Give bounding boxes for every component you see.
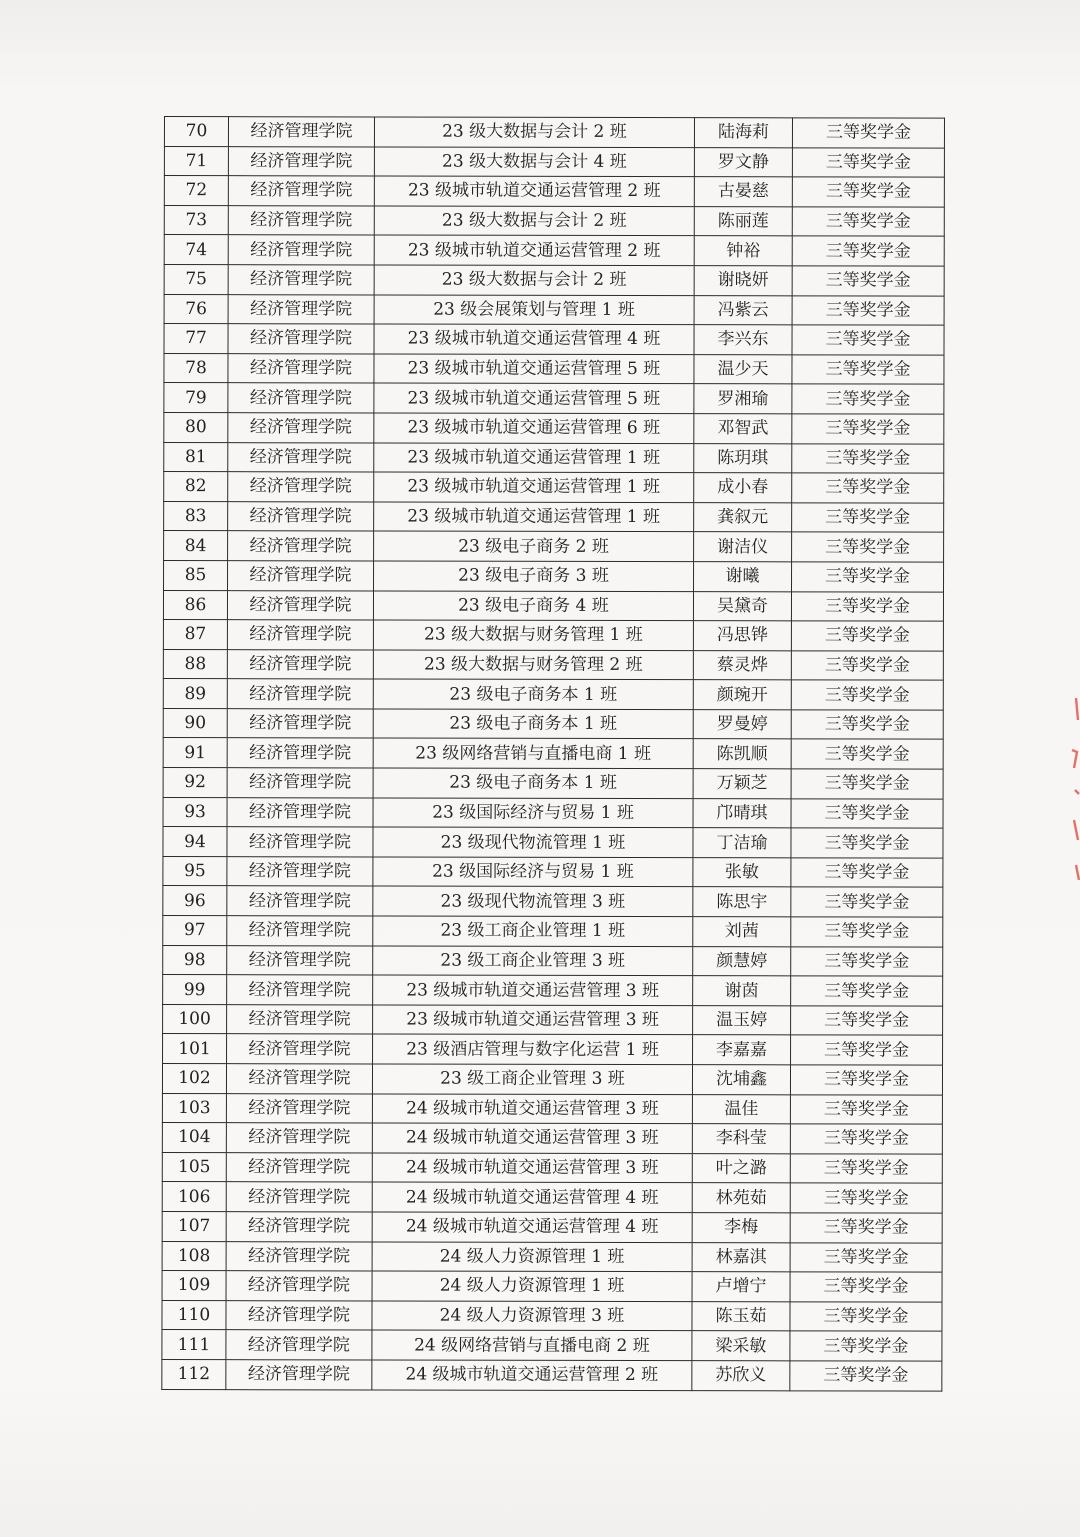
- class-cell: 23 级工商企业管理 3 班: [373, 946, 693, 976]
- award-cell: 三等奖学金: [791, 739, 943, 769]
- student-name-cell: 钟裕: [694, 236, 792, 266]
- table-body: [162, 117, 945, 1391]
- student-name-cell: 冯紫云: [694, 295, 792, 325]
- row-number: 110: [162, 1300, 226, 1330]
- award-cell: 三等奖学金: [791, 1035, 943, 1065]
- table-row: [164, 176, 944, 207]
- table-row: [162, 1211, 942, 1242]
- college-cell: 经济管理学院: [227, 709, 373, 739]
- table-row: [163, 856, 943, 887]
- table-row: [163, 797, 943, 828]
- table-row: [163, 708, 943, 739]
- class-cell: 23 级电子商务 3 班: [374, 561, 694, 591]
- table-row: [164, 205, 944, 236]
- student-name-cell: 林嘉淇: [692, 1242, 790, 1272]
- college-cell: 经济管理学院: [228, 235, 374, 265]
- table-row: [164, 146, 944, 177]
- class-cell: 24 级人力资源管理 1 班: [372, 1271, 692, 1301]
- table-row: [163, 886, 943, 917]
- student-name-cell: 陈思宇: [693, 887, 791, 917]
- row-number: 92: [163, 768, 227, 798]
- class-cell: 23 级电子商务本 1 班: [373, 709, 693, 739]
- award-cell: 三等奖学金: [792, 503, 944, 533]
- row-number: 91: [163, 738, 227, 768]
- row-number: 106: [162, 1182, 226, 1212]
- college-cell: 经济管理学院: [227, 1004, 373, 1034]
- student-name-cell: 陆海莉: [694, 118, 792, 148]
- college-cell: 经济管理学院: [228, 383, 374, 413]
- table-row: [163, 590, 943, 621]
- award-cell: 三等奖学金: [791, 1006, 943, 1036]
- college-cell: 经济管理学院: [228, 472, 374, 502]
- award-cell: 三等奖学金: [792, 473, 944, 503]
- college-cell: 经济管理学院: [226, 1152, 372, 1182]
- table-row: [163, 738, 943, 769]
- award-cell: 三等奖学金: [792, 236, 944, 266]
- class-cell: 23 级城市轨道交通运营管理 3 班: [373, 975, 693, 1005]
- student-name-cell: 颜慧婷: [693, 946, 791, 976]
- row-number: 108: [162, 1241, 226, 1271]
- class-cell: 23 级大数据与会计 4 班: [374, 147, 694, 177]
- student-name-cell: 成小春: [694, 473, 792, 503]
- student-name-cell: 林苑茹: [692, 1183, 790, 1213]
- student-name-cell: 温玉婷: [693, 1005, 791, 1035]
- row-number: 104: [162, 1123, 226, 1153]
- class-cell: 23 级工商企业管理 3 班: [372, 1064, 692, 1094]
- college-cell: 经济管理学院: [226, 1241, 372, 1271]
- row-number: 71: [164, 146, 228, 176]
- college-cell: 经济管理学院: [226, 1300, 372, 1330]
- table-row: [163, 975, 943, 1006]
- college-cell: 经济管理学院: [226, 1212, 372, 1242]
- award-cell: 三等奖学金: [792, 325, 944, 355]
- table-row: [164, 353, 944, 384]
- row-number: 70: [164, 117, 228, 147]
- row-number: 78: [164, 353, 228, 383]
- college-cell: 经济管理学院: [227, 916, 373, 946]
- table-row: [162, 1063, 942, 1094]
- class-cell: 24 级城市轨道交通运营管理 3 班: [372, 1153, 692, 1183]
- college-cell: 经济管理学院: [228, 117, 374, 147]
- row-number: 85: [164, 560, 228, 590]
- college-cell: 经济管理学院: [227, 768, 373, 798]
- class-cell: 23 级大数据与财务管理 1 班: [373, 620, 693, 650]
- student-name-cell: 叶之潞: [692, 1153, 790, 1183]
- table-row: [164, 501, 944, 532]
- table-row: [164, 412, 944, 443]
- student-name-cell: 苏欣义: [692, 1361, 790, 1391]
- table-row: [163, 1034, 943, 1065]
- row-number: 107: [162, 1211, 226, 1241]
- award-cell: 三等奖学金: [791, 710, 943, 740]
- award-cell: 三等奖学金: [791, 798, 943, 828]
- award-cell: 三等奖学金: [792, 414, 944, 444]
- student-name-cell: 罗文静: [694, 147, 792, 177]
- table-row: [164, 117, 944, 148]
- student-name-cell: 李嘉嘉: [693, 1035, 791, 1065]
- table-row: [164, 383, 944, 414]
- college-cell: 经济管理学院: [227, 886, 373, 916]
- row-number: 75: [164, 264, 228, 294]
- award-cell: 三等奖学金: [792, 118, 944, 148]
- student-name-cell: 邝晴琪: [693, 798, 791, 828]
- award-cell: 三等奖学金: [791, 769, 943, 799]
- row-number: 81: [164, 442, 228, 472]
- college-cell: 经济管理学院: [228, 561, 374, 591]
- class-cell: 23 级国际经济与贸易 1 班: [373, 798, 693, 828]
- row-number: 111: [162, 1330, 226, 1360]
- award-cell: 三等奖学金: [792, 384, 944, 414]
- college-cell: 经济管理学院: [227, 590, 373, 620]
- award-cell: 三等奖学金: [791, 976, 943, 1006]
- college-cell: 经济管理学院: [227, 827, 373, 857]
- award-cell: 三等奖学金: [792, 443, 944, 473]
- award-cell: 三等奖学金: [790, 1272, 942, 1302]
- college-cell: 经济管理学院: [226, 1182, 372, 1212]
- class-cell: 24 级城市轨道交通运营管理 3 班: [372, 1094, 692, 1124]
- award-cell: 三等奖学金: [790, 1361, 942, 1391]
- college-cell: 经济管理学院: [228, 205, 374, 235]
- class-cell: 23 级城市轨道交通运营管理 2 班: [374, 176, 694, 206]
- student-name-cell: 罗曼婷: [693, 709, 791, 739]
- college-cell: 经济管理学院: [227, 1034, 373, 1064]
- student-name-cell: 李梅: [692, 1213, 790, 1243]
- student-name-cell: 古晏慈: [694, 177, 792, 207]
- student-name-cell: 李科莹: [692, 1124, 790, 1154]
- table-row: [163, 768, 943, 799]
- class-cell: 23 级现代物流管理 3 班: [373, 886, 693, 916]
- table-row: [163, 916, 943, 947]
- college-cell: 经济管理学院: [228, 146, 374, 176]
- award-cell: 三等奖学金: [791, 651, 943, 681]
- class-cell: 23 级城市轨道交通运营管理 1 班: [374, 442, 694, 472]
- table-row: [164, 235, 944, 266]
- row-number: 90: [163, 708, 227, 738]
- award-cell: 三等奖学金: [790, 1302, 942, 1332]
- table-row: [162, 1330, 942, 1361]
- award-cell: 三等奖学金: [792, 562, 944, 592]
- row-number: 103: [162, 1093, 226, 1123]
- college-cell: 经济管理学院: [226, 1123, 372, 1153]
- student-name-cell: 蔡灵烨: [693, 650, 791, 680]
- award-cell: 三等奖学金: [791, 591, 943, 621]
- student-name-cell: 丁洁瑜: [693, 828, 791, 858]
- student-name-cell: 龚叙元: [694, 502, 792, 532]
- student-name-cell: 陈凯顺: [693, 739, 791, 769]
- class-cell: 23 级城市轨道交通运营管理 5 班: [374, 354, 694, 384]
- student-name-cell: 陈玥琪: [694, 443, 792, 473]
- class-cell: 23 级会展策划与管理 1 班: [374, 295, 694, 325]
- award-cell: 三等奖学金: [792, 355, 944, 385]
- student-name-cell: 谢洁仪: [694, 532, 792, 562]
- class-cell: 23 级城市轨道交通运营管理 4 班: [374, 324, 694, 354]
- class-cell: 23 级大数据与会计 2 班: [374, 206, 694, 236]
- table-row: [164, 442, 944, 473]
- award-cell: 三等奖学金: [790, 1094, 942, 1124]
- college-cell: 经济管理学院: [226, 1271, 372, 1301]
- row-number: 95: [163, 856, 227, 886]
- table-row: [163, 827, 943, 858]
- student-name-cell: 李兴东: [694, 325, 792, 355]
- row-number: 79: [164, 383, 228, 413]
- college-cell: 经济管理学院: [227, 738, 373, 768]
- table-row: [164, 560, 944, 591]
- class-cell: 24 级城市轨道交通运营管理 4 班: [372, 1212, 692, 1242]
- student-name-cell: 张敏: [693, 857, 791, 887]
- row-number: 86: [163, 590, 227, 620]
- award-cell: 三等奖学金: [792, 177, 944, 207]
- table-row: [164, 294, 944, 325]
- student-name-cell: 卢增宁: [692, 1272, 790, 1302]
- class-cell: 23 级城市轨道交通运营管理 1 班: [374, 502, 694, 532]
- college-cell: 经济管理学院: [228, 176, 374, 206]
- award-cell: 三等奖学金: [792, 266, 944, 296]
- college-cell: 经济管理学院: [227, 797, 373, 827]
- class-cell: 23 级城市轨道交通运营管理 5 班: [374, 383, 694, 413]
- college-cell: 经济管理学院: [228, 294, 374, 324]
- row-number: 87: [163, 620, 227, 650]
- award-cell: 三等奖学金: [790, 1065, 942, 1095]
- student-name-cell: 邓智武: [694, 414, 792, 444]
- row-number: 96: [163, 886, 227, 916]
- award-cell: 三等奖学金: [790, 1183, 942, 1213]
- class-cell: 23 级工商企业管理 1 班: [373, 916, 693, 946]
- class-cell: 24 级人力资源管理 3 班: [372, 1301, 692, 1331]
- college-cell: 经济管理学院: [226, 1360, 372, 1390]
- student-name-cell: 沈埔鑫: [692, 1065, 790, 1095]
- row-number: 98: [163, 945, 227, 975]
- college-cell: 经济管理学院: [226, 1093, 372, 1123]
- award-cell: 三等奖学金: [791, 887, 943, 917]
- student-name-cell: 冯思铧: [693, 621, 791, 651]
- class-cell: 23 级大数据与会计 2 班: [374, 117, 694, 147]
- college-cell: 经济管理学院: [228, 265, 374, 295]
- row-number: 74: [164, 235, 228, 265]
- class-cell: 23 级城市轨道交通运营管理 6 班: [374, 413, 694, 443]
- table-row: [163, 649, 943, 680]
- student-name-cell: 梁采敏: [692, 1331, 790, 1361]
- row-number: 89: [163, 679, 227, 709]
- row-number: 80: [164, 412, 228, 442]
- row-number: 93: [163, 797, 227, 827]
- class-cell: 23 级城市轨道交通运营管理 1 班: [374, 472, 694, 502]
- row-number: 105: [162, 1152, 226, 1182]
- award-cell: 三等奖学金: [792, 147, 944, 177]
- class-cell: 23 级酒店管理与数字化运营 1 班: [373, 1034, 693, 1064]
- student-name-cell: 谢晓妍: [694, 266, 792, 296]
- class-cell: 23 级电子商务本 1 班: [373, 768, 693, 798]
- award-cell: 三等奖学金: [792, 532, 944, 562]
- award-cell: 三等奖学金: [792, 207, 944, 237]
- row-number: 82: [164, 472, 228, 502]
- table-row: [162, 1123, 942, 1154]
- award-cell: 三等奖学金: [791, 621, 943, 651]
- class-cell: 23 级城市轨道交通运营管理 2 班: [374, 235, 694, 265]
- class-cell: 23 级大数据与会计 2 班: [374, 265, 694, 295]
- scholarship-table: [161, 116, 945, 1391]
- table-row: [163, 1004, 943, 1035]
- class-cell: 23 级电子商务 4 班: [373, 590, 693, 620]
- table-row: [163, 679, 943, 710]
- award-cell: 三等奖学金: [792, 295, 944, 325]
- row-number: 99: [163, 975, 227, 1005]
- college-cell: 经济管理学院: [228, 413, 374, 443]
- college-cell: 经济管理学院: [228, 353, 374, 383]
- row-number: 102: [162, 1063, 226, 1093]
- row-number: 112: [162, 1359, 226, 1389]
- college-cell: 经济管理学院: [228, 324, 374, 354]
- table-row: [164, 264, 944, 295]
- table-row: [163, 945, 943, 976]
- award-cell: 三等奖学金: [790, 1242, 942, 1272]
- row-number: 76: [164, 294, 228, 324]
- class-cell: 23 级电子商务 2 班: [374, 531, 694, 561]
- class-cell: 23 级电子商务本 1 班: [373, 679, 693, 709]
- college-cell: 经济管理学院: [227, 649, 373, 679]
- college-cell: 经济管理学院: [228, 531, 374, 561]
- college-cell: 经济管理学院: [227, 975, 373, 1005]
- table-row: [164, 531, 944, 562]
- class-cell: 23 级城市轨道交通运营管理 3 班: [373, 1005, 693, 1035]
- table-row: [162, 1093, 942, 1124]
- class-cell: 23 级国际经济与贸易 1 班: [373, 857, 693, 887]
- student-name-cell: 谢茵: [693, 976, 791, 1006]
- student-name-cell: 吴黛奇: [693, 591, 791, 621]
- award-cell: 三等奖学金: [790, 1331, 942, 1361]
- college-cell: 经济管理学院: [227, 945, 373, 975]
- row-number: 97: [163, 916, 227, 946]
- row-number: 100: [163, 1004, 227, 1034]
- college-cell: 经济管理学院: [228, 442, 374, 472]
- row-number: 72: [164, 176, 228, 206]
- award-cell: 三等奖学金: [790, 1154, 942, 1184]
- student-name-cell: 温佳: [692, 1094, 790, 1124]
- class-cell: 23 级大数据与财务管理 2 班: [373, 650, 693, 680]
- college-cell: 经济管理学院: [226, 1064, 372, 1094]
- table-row: [162, 1182, 942, 1213]
- row-number: 109: [162, 1271, 226, 1301]
- award-cell: 三等奖学金: [791, 828, 943, 858]
- college-cell: 经济管理学院: [227, 856, 373, 886]
- red-seal-stamp-fragment: [1062, 690, 1080, 890]
- table-row: [164, 324, 944, 355]
- college-cell: 经济管理学院: [226, 1330, 372, 1360]
- table-row: [164, 472, 944, 503]
- student-name-cell: 谢曦: [694, 562, 792, 592]
- student-name-cell: 陈丽莲: [694, 206, 792, 236]
- table-row: [162, 1300, 942, 1331]
- award-cell: 三等奖学金: [791, 858, 943, 888]
- class-cell: 24 级人力资源管理 1 班: [372, 1242, 692, 1272]
- row-number: 88: [163, 649, 227, 679]
- award-cell: 三等奖学金: [791, 917, 943, 947]
- award-cell: 三等奖学金: [790, 1213, 942, 1243]
- student-name-cell: 万颖芝: [693, 769, 791, 799]
- class-cell: 24 级城市轨道交通运营管理 4 班: [372, 1182, 692, 1212]
- class-cell: 24 级城市轨道交通运营管理 2 班: [372, 1360, 692, 1390]
- row-number: 83: [164, 501, 228, 531]
- row-number: 73: [164, 205, 228, 235]
- table-row: [162, 1152, 942, 1183]
- table-row: [162, 1271, 942, 1302]
- student-name-cell: 陈玉茹: [692, 1301, 790, 1331]
- college-cell: 经济管理学院: [228, 501, 374, 531]
- class-cell: 23 级网络营销与直播电商 1 班: [373, 738, 693, 768]
- award-cell: 三等奖学金: [790, 1124, 942, 1154]
- college-cell: 经济管理学院: [227, 620, 373, 650]
- table-row: [162, 1241, 942, 1272]
- student-name-cell: 罗湘瑜: [694, 384, 792, 414]
- class-cell: 24 级网络营销与直播电商 2 班: [372, 1330, 692, 1360]
- student-name-cell: 温少天: [694, 354, 792, 384]
- award-cell: 三等奖学金: [791, 946, 943, 976]
- row-number: 101: [163, 1034, 227, 1064]
- class-cell: 23 级现代物流管理 1 班: [373, 827, 693, 857]
- row-number: 77: [164, 324, 228, 354]
- row-number: 94: [163, 827, 227, 857]
- table-row: [162, 1359, 942, 1390]
- row-number: 84: [164, 531, 228, 561]
- table-row: [163, 620, 943, 651]
- student-name-cell: 颜琬开: [693, 680, 791, 710]
- student-name-cell: 刘茜: [693, 917, 791, 947]
- class-cell: 24 级城市轨道交通运营管理 3 班: [372, 1123, 692, 1153]
- award-cell: 三等奖学金: [791, 680, 943, 710]
- college-cell: 经济管理学院: [227, 679, 373, 709]
